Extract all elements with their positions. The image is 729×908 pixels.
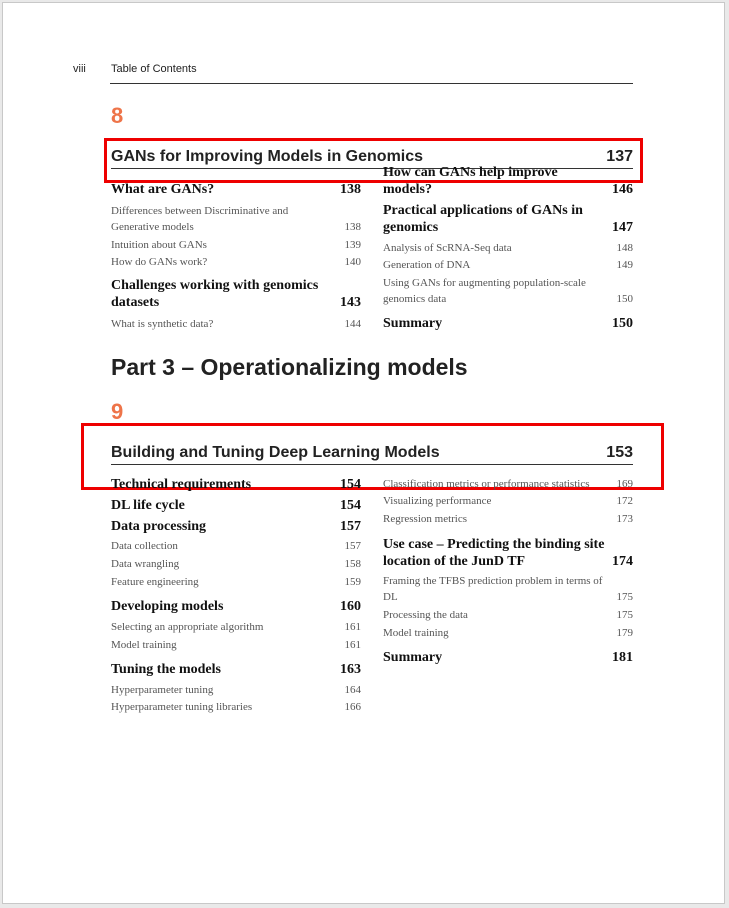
toc-entry[interactable] bbox=[383, 275, 633, 307]
toc-entry[interactable] bbox=[111, 538, 361, 554]
toc-entry-page: 161 bbox=[344, 621, 361, 633]
toc-entry-title: Classification metrics or performance statistics bbox=[383, 478, 590, 490]
toc-entry[interactable] bbox=[383, 476, 633, 492]
toc-entry-title: Framing the TFBS prediction problem in terms of DL bbox=[383, 575, 603, 603]
toc-entry[interactable] bbox=[383, 165, 633, 198]
toc-entry-page: 179 bbox=[616, 627, 633, 639]
toc-entry-title: Processing the data bbox=[383, 609, 468, 621]
toc-entry[interactable] bbox=[111, 181, 361, 198]
chapter-8-page: 137 bbox=[606, 148, 633, 165]
toc-entry-page: 175 bbox=[616, 609, 633, 621]
toc-entry-title: Intuition about GANs bbox=[111, 239, 207, 251]
toc-entry-page: 144 bbox=[344, 318, 361, 330]
toc-entry[interactable] bbox=[111, 254, 361, 270]
toc-entry-title: Summary bbox=[383, 650, 443, 665]
toc-entry[interactable] bbox=[383, 607, 633, 623]
toc-entry-page: 172 bbox=[616, 495, 633, 507]
toc-entry-title: Tuning the models bbox=[111, 662, 221, 677]
toc-entry-title: Model training bbox=[111, 639, 177, 651]
toc-entry-page: 154 bbox=[340, 477, 361, 492]
toc-entry-title: Generation of DNA bbox=[383, 259, 471, 271]
toc-entry[interactable] bbox=[111, 699, 361, 715]
toc-entry[interactable] bbox=[111, 518, 361, 535]
toc-entry-title: Data wrangling bbox=[111, 558, 180, 570]
toc-entry-page: 154 bbox=[340, 498, 361, 513]
toc-entry[interactable] bbox=[383, 649, 633, 666]
toc-entry-title: Hyperparameter tuning bbox=[111, 684, 214, 696]
toc-entry-page: 138 bbox=[344, 221, 361, 233]
toc-entry-page: 157 bbox=[340, 519, 361, 534]
toc-entry-page: 140 bbox=[344, 256, 361, 268]
toc-entry[interactable] bbox=[111, 637, 361, 653]
toc-entry-page: 163 bbox=[340, 662, 361, 677]
header-title: Table of Contents bbox=[111, 63, 197, 75]
toc-entry-title: Selecting an appropriate algorithm bbox=[111, 621, 264, 633]
toc-entry[interactable] bbox=[383, 493, 633, 509]
toc-entry-page: 147 bbox=[612, 220, 633, 235]
toc-entry-page: 161 bbox=[344, 639, 361, 651]
toc-entry-title: Summary bbox=[383, 316, 443, 331]
toc-entry[interactable] bbox=[111, 316, 361, 332]
toc-entry-page: 169 bbox=[616, 478, 633, 490]
document-page bbox=[2, 2, 725, 904]
toc-entry-page: 138 bbox=[340, 182, 361, 197]
toc-entry-title: Developing models bbox=[111, 599, 224, 614]
toc-entry-title: Using GANs for augmenting population-scale genomics data bbox=[383, 277, 586, 305]
toc-entry[interactable] bbox=[111, 598, 361, 615]
toc-entry[interactable] bbox=[111, 497, 361, 514]
toc-entry[interactable] bbox=[111, 574, 361, 590]
toc-entry[interactable] bbox=[383, 625, 633, 641]
toc-entry-title: Visualizing performance bbox=[383, 495, 492, 507]
toc-entry[interactable] bbox=[111, 277, 361, 311]
part-3-title: Part 3 – Operationalizing models bbox=[111, 354, 468, 380]
toc-entry-title: How do GANs work? bbox=[111, 256, 208, 268]
toc-entry[interactable] bbox=[111, 619, 361, 635]
toc-entry-title: Data collection bbox=[111, 540, 178, 552]
toc-entry[interactable] bbox=[383, 511, 633, 527]
toc-entry-title: How can GANs help improve models? bbox=[383, 165, 558, 197]
toc-entry-title: DL life cycle bbox=[111, 498, 185, 513]
toc-entry[interactable] bbox=[111, 476, 361, 493]
toc-entry-page: 164 bbox=[344, 684, 361, 696]
toc-entry-page: 181 bbox=[612, 650, 633, 665]
toc-entry-title: Model training bbox=[383, 627, 449, 639]
toc-entry-page: 173 bbox=[616, 513, 633, 525]
toc-entry-title: What are GANs? bbox=[111, 182, 215, 197]
chapter-8-title: GANs for Improving Models in Genomics bbox=[111, 148, 424, 165]
toc-entry-page: 148 bbox=[616, 242, 633, 254]
toc-entry-page: 149 bbox=[616, 259, 633, 271]
chapter-9-title: Building and Tuning Deep Learning Models bbox=[111, 444, 440, 461]
toc-entry-title: Feature engineering bbox=[111, 576, 199, 588]
toc-entry-title: Use case – Predicting the binding site location of the JunD TF bbox=[383, 537, 605, 569]
toc-entry-title: Challenges working with genomics datasets bbox=[111, 278, 319, 310]
toc-entry-title: Practical applications of GANs in genomics bbox=[383, 203, 583, 235]
toc-entry-page: 160 bbox=[340, 599, 361, 614]
toc-entry[interactable] bbox=[383, 573, 633, 605]
toc-entry[interactable] bbox=[383, 536, 633, 570]
toc-entry-title: Analysis of ScRNA-Seq data bbox=[383, 242, 512, 254]
toc-entry-page: 175 bbox=[616, 591, 633, 603]
toc-entry-page: 150 bbox=[612, 316, 633, 331]
chapter-9-page: 153 bbox=[606, 444, 633, 461]
toc-entry-title: Data processing bbox=[111, 519, 207, 534]
toc-entry[interactable] bbox=[111, 237, 361, 253]
toc-entry-page: 174 bbox=[612, 554, 633, 569]
toc-entry[interactable] bbox=[383, 202, 633, 236]
toc-entry[interactable] bbox=[111, 203, 361, 235]
toc-entry[interactable] bbox=[383, 257, 633, 273]
toc-entry[interactable] bbox=[383, 240, 633, 256]
toc-entry-title: Differences between Discriminative and Generative models bbox=[111, 205, 289, 233]
toc-entry-page: 159 bbox=[344, 576, 361, 588]
header-rule bbox=[110, 83, 633, 84]
toc-entry[interactable] bbox=[111, 556, 361, 572]
toc-entry-page: 166 bbox=[344, 701, 361, 713]
toc-entry-page: 139 bbox=[344, 239, 361, 251]
toc-entry[interactable] bbox=[383, 315, 633, 332]
header-page-number: viii bbox=[73, 63, 86, 75]
chapter-9-number: 9 bbox=[111, 399, 124, 424]
toc-entry-page: 143 bbox=[340, 295, 361, 310]
toc-entry-title: What is synthetic data? bbox=[111, 318, 214, 330]
toc-entry-page: 158 bbox=[344, 558, 361, 570]
toc-entry-page: 150 bbox=[616, 293, 633, 305]
toc-entry-page: 146 bbox=[612, 182, 633, 197]
toc-entry-title: Technical requirements bbox=[111, 477, 252, 492]
toc-entry-page: 157 bbox=[344, 540, 361, 552]
chapter-8-number: 8 bbox=[111, 103, 124, 128]
toc-entry-title: Regression metrics bbox=[383, 513, 468, 525]
toc-entry-title: Hyperparameter tuning libraries bbox=[111, 701, 253, 713]
toc-entry[interactable] bbox=[111, 661, 361, 678]
toc-entry[interactable] bbox=[111, 682, 361, 698]
